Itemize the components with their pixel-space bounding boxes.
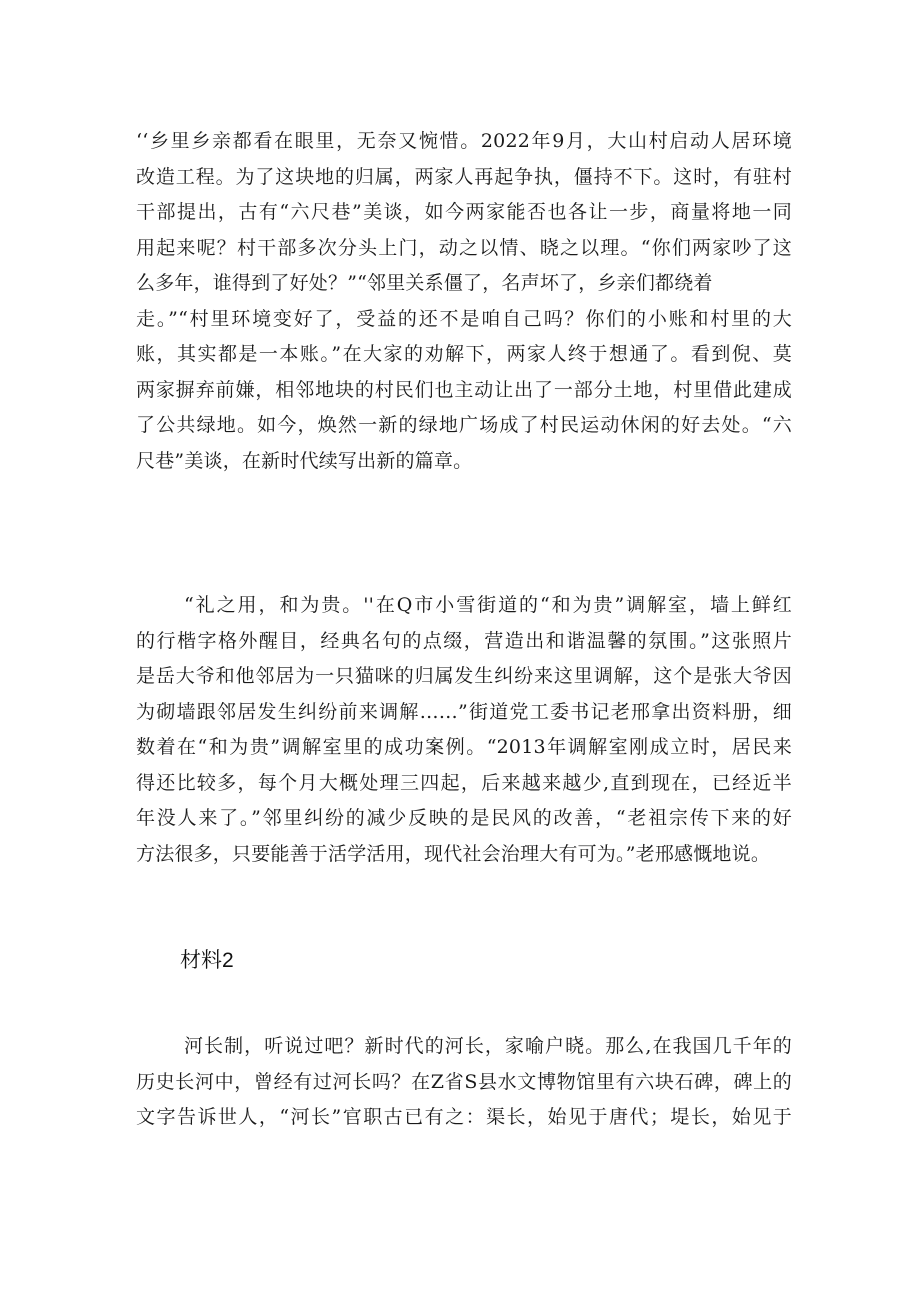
paragraph-1 <box>136 124 792 479</box>
text-line: 河长制，听说过吧？新时代的河长，家喻户晓。那么,在我国几千年的 <box>184 1035 792 1057</box>
text-line: 的行楷字格外醒目，经典名句的点缀，营造出和谐温馨的氛围。”这张照片 <box>136 629 792 652</box>
text-line: 了公共绿地。如今，焕然一新的绿地广场成了村民运动休闲的好去处。“六 <box>136 414 792 436</box>
text-line: 尺巷”美谈，在新时代续写出新的篇章。 <box>136 449 473 472</box>
text-line: 用起来呢？村干部多次分头上门，动之以情、晓之以理。“你们两家吵了这 <box>136 236 792 259</box>
text-line: 两家摒弃前嫌，相邻地块的村民们也主动让出了一部分土地，村里借此建成 <box>136 378 792 401</box>
text-line: 干部提出，古有“六尺巷”美谈，如今两家能否也各让一步，商量将地一同 <box>136 201 792 223</box>
text-line: 走。”“村里环境变好了，受益的还不是咱自己吗？你们的小账和村里的大 <box>136 307 792 330</box>
text-line: “礼之用，和为贵。''在Q市小雪街道的“和为贵”调解室，墙上鲜红 <box>184 594 792 616</box>
paragraph-2 <box>136 588 792 872</box>
text-line: 是岳大爷和他邻居为一只猫咪的归属发生纠纷来这里调解，这个是张大爷因 <box>136 665 792 687</box>
text-line: 历史长河中，曾经有过河长吗？在Z省S县水文博物馆里有六块石碑，碑上的 <box>136 1070 792 1093</box>
text-line: 数着在“和为贵”调解室里的成功案例。“2013年调解室刚成立时，居民来 <box>136 736 792 758</box>
text-line: 改造工程。为了这块地的归属，两家人再起争执，僵持不下。这时，有驻村 <box>136 165 792 188</box>
text-line: 账，其实都是一本账。”在大家的劝解下，两家人终于想通了。看到倪、莫 <box>136 343 792 365</box>
text-line: ‘‘乡里乡亲都看在眼里，无奈又惋惜。2022年9月，大山村启动人居环境 <box>136 130 792 152</box>
text-line: 年没人来了。”邻里纠纷的减少反映的是民风的改善，“老祖宗传下来的好 <box>136 807 792 829</box>
text-line: 文字告诉世人，“河长”官职古已有之：渠长，始见于唐代；堤长，始见于 <box>136 1106 792 1128</box>
text-line: 为砌墙跟邻居发生纠纷前来调解……”街道党工委书记老邢拿出资料册，细 <box>136 700 792 723</box>
text-line: 方法很多，只要能善于活学活用，现代社会治理大有可为。”老邢感慨地说。 <box>136 842 771 865</box>
section-heading: 材料2 <box>180 949 234 972</box>
text-line: 得还比较多，每个月大概处理三四起，后来越来越少,直到现在，已经近半 <box>136 771 792 794</box>
text-line: 么多年，谁得到了好处？”“邻里关系僵了，名声坏了，乡亲们都绕着 <box>136 272 713 294</box>
paragraph-3 <box>136 1029 792 1136</box>
